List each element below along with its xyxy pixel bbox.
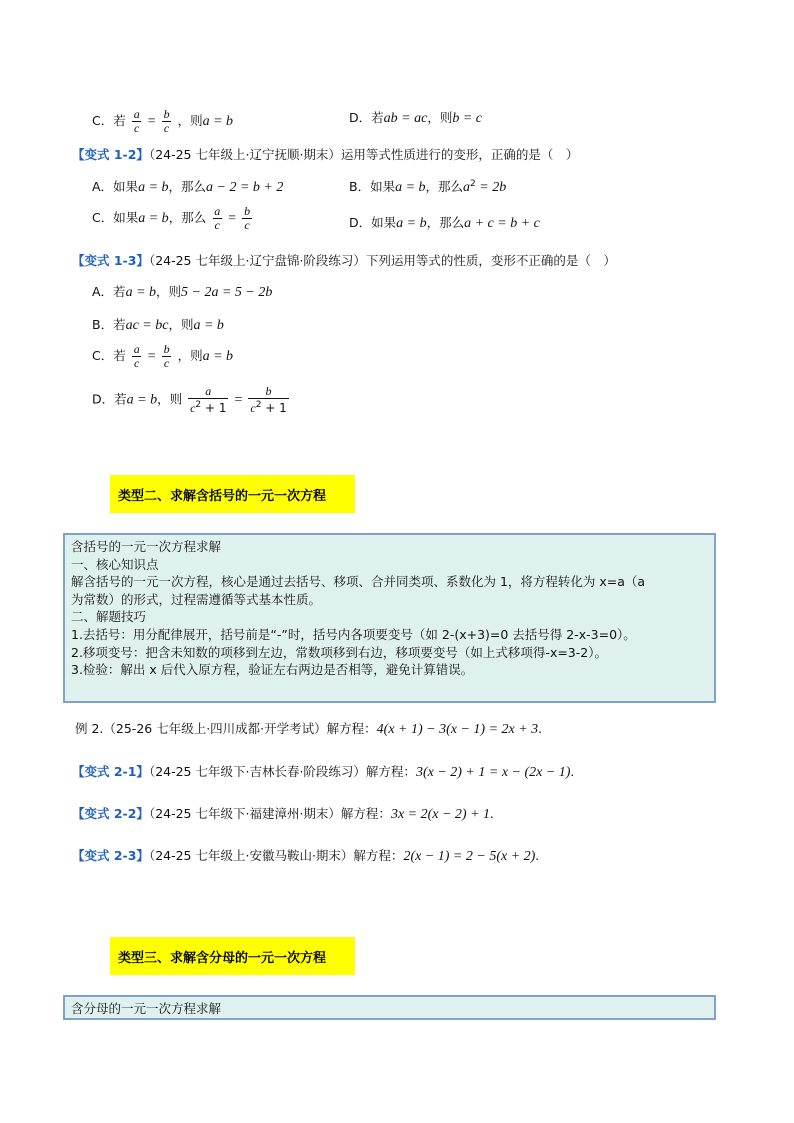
option-label: C．若 (92, 113, 126, 128)
fraction-a-over-c: $\frac{a}{c}$ (133, 107, 140, 135)
box-line: 解含括号的一元一次方程，核心是通过去括号、移项、合并同类项、系数化为 1，将方程转化为 x=a（a (71, 574, 646, 590)
variant-1-3-option-b: B．若ac = bc，则a = b (92, 317, 224, 333)
box-line: 二、解题技巧 (71, 609, 147, 625)
box-line: 为常数）的形式，过程需遵循等式基本性质。 (71, 591, 322, 607)
variant-1-2-question: 【变式 1-2】（24-25 七年级上·辽宁抚顺·期末）运用等式性质进行的变形，正确的是（ ） (72, 147, 579, 162)
section-heading-type-3: 类型三、求解含分母的一元一次方程 (110, 937, 355, 975)
box-line: 1.去括号：用分配律展开，括号前是“-”时，括号内各项要变号（如 2-(x+3)=0 去括号得 2-x-3=0）。 (71, 626, 636, 642)
box-line: 一、核心知识点 (71, 556, 159, 572)
box-line: 3.检验：解出 x 后代入原方程，验证左右两边是否相等，避免计算错误。 (71, 662, 474, 678)
variant-1-3-question: 【变式 1-3】（24-25 七年级上·辽宁盘锦·阶段练习）下列运用等式的性质，变形不正确的是（ ） (72, 253, 616, 268)
box-line: 含括号的一元一次方程求解 (71, 539, 222, 554)
variant-1-2-option-a: A．如果a = b，那么a − 2 = b + 2 (92, 179, 284, 195)
variant-1-2-option-b: B．如果a = b，那么$a^2 = 2b$ (349, 178, 507, 195)
variant-2-3-question: 【变式 2-3】（24-25 七年级上·安徽马鞍山·期末）解方程：2(x − 1) = 2 − 5(x + 2). (72, 848, 539, 864)
fraction-b-over-c: $\frac{b}{c}$ (163, 107, 170, 135)
knowledge-box-type-3 (63, 995, 716, 1020)
box-line: 2.移项变号：把含未知数的项移到左边，常数项移到右边，移项要变号（如上式移项得-x=3-2）。 (71, 644, 607, 660)
variant-2-2-question: 【变式 2-2】（24-25 七年级下·福建漳州·期末）解方程：3x = 2(x − 2) + 1. (72, 806, 494, 822)
section-heading-type-2: 类型二、求解含括号的一元一次方程 (110, 475, 355, 513)
variant-1-3-option-a: A．若a = b，则5 − 2a = 5 − 2b (92, 284, 273, 300)
box-line: 含分母的一元一次方程求解 (71, 1001, 222, 1016)
example-2-question: 例 2.（25-26 七年级上·四川成都·开学考试）解方程：4(x + 1) − 3(x − 1) = 2x + 3. (75, 721, 542, 737)
knowledge-box-type-2 (63, 533, 716, 703)
variant-1-2-option-c: C．如果a = b，那么 $\frac{a}{c}$ = $\frac{b}{c}$ (92, 204, 251, 232)
variant-1-3-option-d: D．若a = b，则 $\frac{a}{c^2 + 1}$ = $\frac{b}{c^2 + 1}$ (92, 384, 287, 415)
option-d-1-1: D．若ab = ac，则b = c (349, 110, 482, 126)
variant-2-1-question: 【变式 2-1】（24-25 七年级下·吉林长春·阶段练习）解方程：3(x − 2) + 1 = x − (2x − 1). (72, 764, 574, 780)
option-c-1-1: C．若 $\frac{a}{c}$ = $\frac{b}{c}$ ，则a = b (92, 107, 234, 135)
variant-1-2-option-d: D．如果a = b，那么a + c = b + c (349, 215, 540, 231)
variant-1-3-option-c: C．若 $\frac{a}{c}$ = $\frac{b}{c}$ ，则a = b (92, 342, 234, 370)
